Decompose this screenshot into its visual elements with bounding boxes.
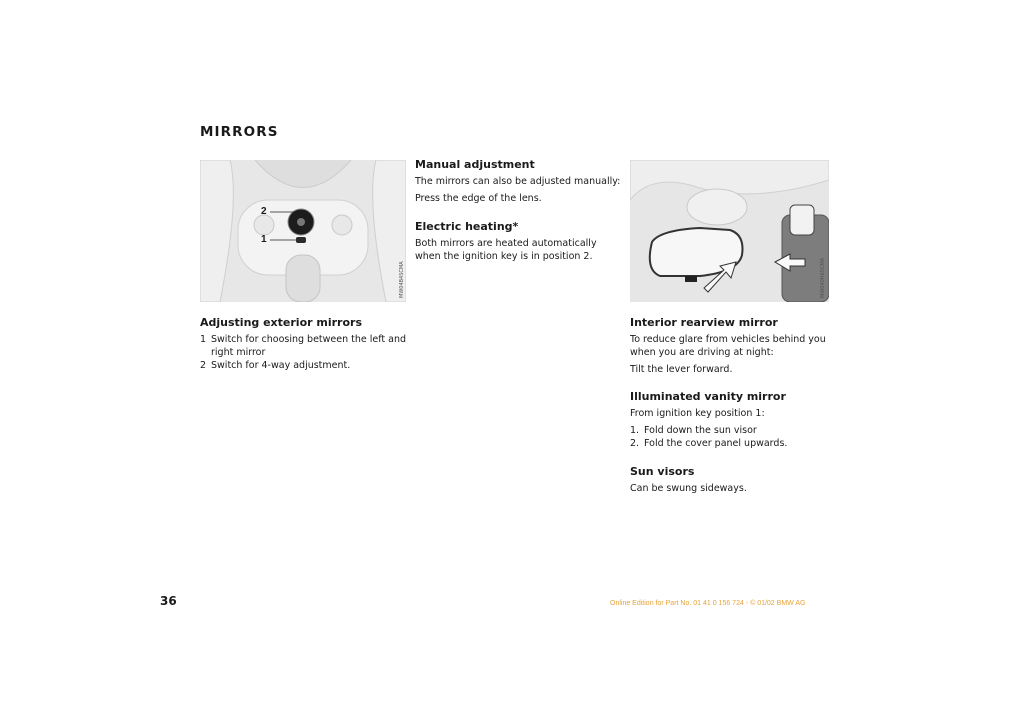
manual-adjustment-heading: Manual adjustment [415, 158, 535, 171]
rearview-mirror-text: To reduce glare from vehicles behind you when you are driving at night: [630, 334, 826, 358]
sun-visors-section [630, 465, 830, 495]
vanity-mirror-section [630, 390, 830, 450]
callout-2: 2 [261, 206, 267, 217]
electric-heating-text: Both mirrors are heated automatically when the ignition key is in position 2. [415, 238, 597, 262]
mirror-switch-figure [200, 160, 406, 302]
list-item [200, 359, 412, 372]
rearview-mirror-action: Tilt the lever forward. [630, 364, 733, 375]
figure-code: MW040H65CMA [820, 257, 826, 298]
rearview-mirror-illustration [630, 160, 829, 302]
manual-adjustment-line1: The mirrors can also be adjusted manually: [415, 176, 621, 187]
manual-adjustment-section [415, 158, 625, 205]
list-item [200, 333, 412, 359]
electric-heating-heading: Electric heating* [415, 220, 519, 233]
list-item-number: 1 [200, 334, 207, 345]
rearview-mirror-figure [630, 160, 829, 302]
callout-1: 1 [261, 234, 267, 245]
list-item-number: 2. [630, 438, 640, 449]
list-item-number: 1. [630, 425, 640, 436]
section-title: MIRRORS [200, 124, 279, 140]
figure-code: MW04B4SCMA [399, 261, 405, 298]
mirror-switch-illustration [200, 160, 406, 302]
list-item-text: Switch for 4-way adjustment. [211, 360, 351, 371]
adjusting-mirrors-heading: Adjusting exterior mirrors [200, 316, 362, 329]
page-number: 36 [160, 594, 177, 608]
list-item-number: 2 [200, 360, 207, 371]
vanity-mirror-intro: From ignition key position 1: [630, 408, 765, 419]
list-item [630, 437, 830, 450]
electric-heating-section [415, 220, 610, 263]
rearview-mirror-section [630, 316, 830, 376]
list-item-text: Switch for choosing between the left and right mirror [211, 334, 407, 358]
list-item [630, 424, 830, 437]
rearview-mirror-heading: Interior rearview mirror [630, 316, 778, 329]
list-item-text: Fold the cover panel upwards. [644, 438, 788, 449]
sun-visors-heading: Sun visors [630, 465, 695, 478]
sun-visors-text: Can be swung sideways. [630, 483, 747, 494]
footer-edition-note: Online Edition for Part No. 01 41 0 156 724 - © 01/02 BMW AG [610, 600, 806, 607]
manual-adjustment-line2: Press the edge of the lens. [415, 193, 542, 204]
vanity-mirror-heading: Illuminated vanity mirror [630, 390, 786, 403]
list-item-text: Fold down the sun visor [644, 425, 757, 436]
adjusting-mirrors-section [200, 316, 412, 372]
